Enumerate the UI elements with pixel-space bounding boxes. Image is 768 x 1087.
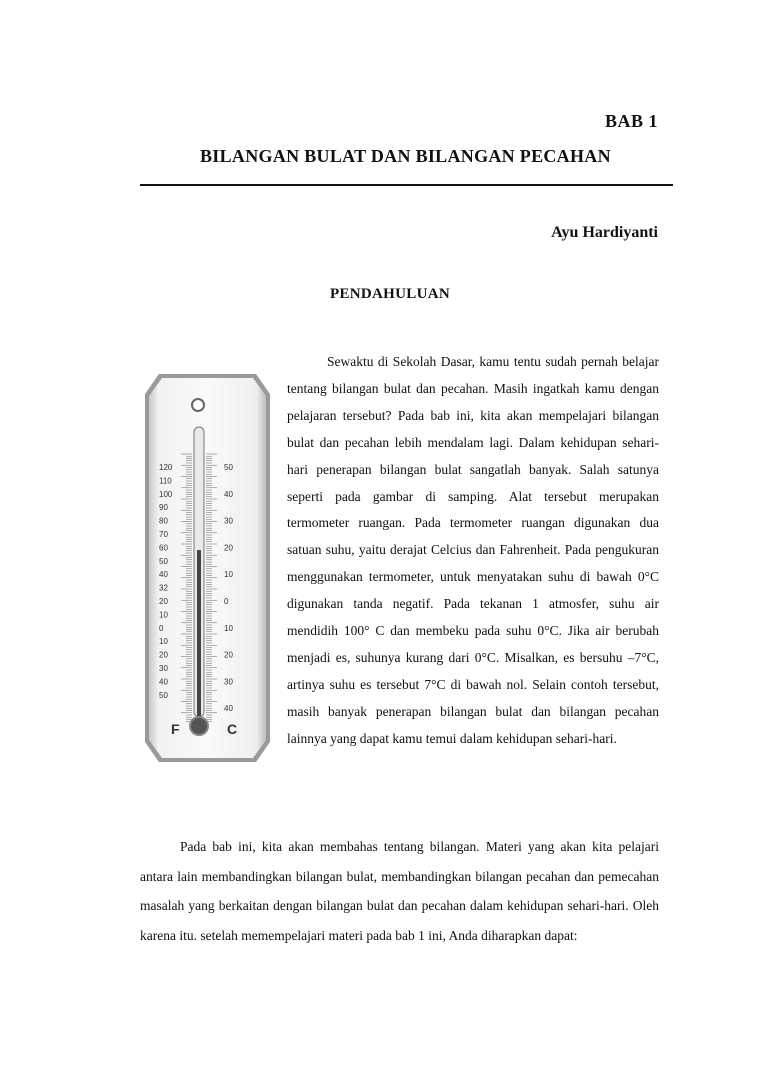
fahrenheit-unit-label: F — [171, 721, 180, 737]
intro-paragraph: Sewaktu di Sekolah Dasar, kamu tentu sudah pernah belajar tentang bilangan bulat dan pecahan. Masih ingatkah kamu dengan pelajaran tersebut? Pada bab ini, kita akan mempelajari bilangan bulat dan pecahan lebih mendalam lagi. Dalam kehidupan sehari-hari penerapan bilangan bulat sangatlah banyak. Salah satunya seperti pada gambar di samping. Alat tersebut merupakan termometer ruangan. Pada termometer ruangan digunakan dua satuan suhu, yaitu derajat Celcius dan Fahrenheit. Pada pengukuran menggunakan termometer, untuk menyatakan suhu di bawah 0°C digunakan tanda negatif. Pada tekanan 1 atmosfer, suhu air mendidih 100° C dan membeku pada suhu 0°C. Jika air berubah menjadi es, suhunya kurang dari 0°C. Misalkan, es bersuhu –7°C, artinya suhu es tersebut 7°C di bawah nol. Selain contoh tersebut, masih banyak penerapan bilangan bulat dan bilangan pecahan lainnya yang dapat kamu temui dalam kehidupan sehari-hari. — [287, 354, 659, 746]
fahrenheit-tick-label: 90 — [159, 503, 168, 513]
chapter-title: BILANGAN BULAT DAN BILANGAN PECAHAN — [200, 146, 611, 166]
celsius-tick-label: 50 — [224, 463, 233, 472]
fahrenheit-tick-label: 70 — [159, 530, 168, 539]
celsius-tick-label: 20 — [224, 650, 233, 660]
fahrenheit-tick-label: 60 — [159, 543, 168, 553]
thermometer-face — [149, 378, 266, 758]
celsius-tick-label: 10 — [224, 623, 233, 633]
celsius-tick-label: 10 — [224, 570, 233, 580]
fahrenheit-tick-label: 40 — [159, 570, 168, 580]
thermometer-image — [145, 374, 270, 762]
celsius-unit-label: C — [227, 721, 238, 737]
celsius-tick-label: 40 — [224, 489, 233, 499]
fahrenheit-tick-label: 10 — [159, 610, 168, 620]
author-name: Ayu Hardiyanti — [551, 224, 658, 241]
celsius-tick-label: 20 — [224, 543, 233, 553]
fahrenheit-tick-label: 32 — [159, 583, 168, 593]
fahrenheit-tick-label: 20 — [159, 597, 168, 606]
section-heading: PENDAHULUAN — [330, 286, 450, 302]
celsius-tick-label: 30 — [224, 677, 233, 687]
fahrenheit-tick-label: 120 — [159, 463, 173, 472]
fahrenheit-tick-label: 50 — [159, 690, 168, 700]
celsius-tick-label: 30 — [224, 516, 233, 526]
hanging-hole — [192, 399, 204, 411]
fahrenheit-tick-label: 80 — [159, 516, 168, 526]
thermometer-bulb — [190, 717, 208, 735]
fahrenheit-tick-label: 10 — [159, 637, 168, 647]
title-divider — [140, 184, 673, 186]
thermometer-mercury — [197, 550, 201, 719]
closing-paragraph: Pada bab ini, kita akan membahas tentang bilangan. Materi yang akan kita pelajari antara lain membandingkan bilangan bulat, membandingkan bilangan pecahan dan pemecahan masalah yang berkaitan dengan bilangan bulat dan pecahan dalam kehidupan sehari-hari. Oleh karena itu. setelah memempelajari materi pada bab 1 ini, Anda diharapkan dapat: — [140, 839, 659, 943]
fahrenheit-tick-label: 100 — [159, 489, 173, 499]
fahrenheit-tick-label: 40 — [159, 677, 168, 687]
fahrenheit-tick-label: 110 — [159, 476, 172, 486]
chapter-number: BAB 1 — [604, 111, 658, 131]
celsius-tick-label: 40 — [224, 704, 233, 714]
thermometer-illustration — [145, 374, 270, 762]
fahrenheit-tick-label: 0 — [159, 623, 164, 633]
fahrenheit-tick-label: 30 — [159, 664, 168, 673]
fahrenheit-tick-label: 20 — [159, 650, 168, 660]
fahrenheit-tick-label: 50 — [159, 556, 168, 566]
celsius-tick-label: 0 — [224, 597, 229, 606]
